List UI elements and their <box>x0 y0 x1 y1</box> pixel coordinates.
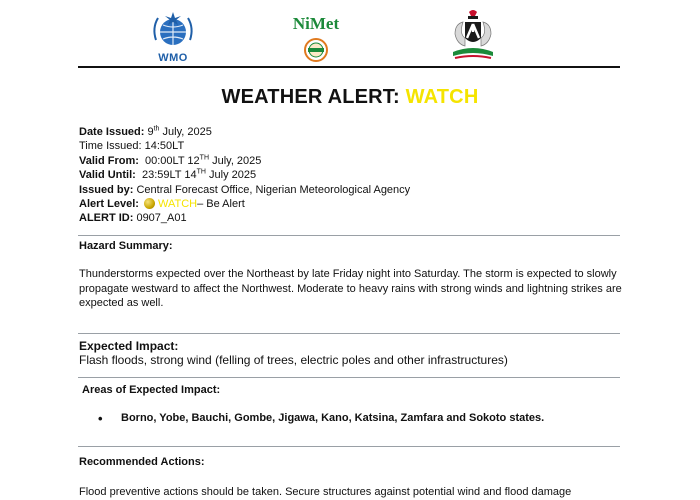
nimet-label: NiMet <box>292 14 340 33</box>
valid-until-rest: July 2025 <box>205 169 257 182</box>
header-divider <box>78 66 620 68</box>
date-issued-line <box>79 125 410 139</box>
wmo-label: WMO <box>158 52 188 64</box>
wmo-logo <box>148 10 198 66</box>
header-logos <box>0 0 700 66</box>
valid-from-line <box>79 154 410 168</box>
alert-id-line <box>79 211 410 225</box>
date-issued-rest: July, 2025 <box>159 126 212 138</box>
alert-id-label: ALERT ID: <box>79 212 134 225</box>
alert-level-line <box>79 197 410 211</box>
valid-until-label: Valid Until: <box>79 169 136 182</box>
coat-of-arms-icon <box>445 8 501 64</box>
section-divider <box>78 446 620 447</box>
areas-heading: Areas of Expected Impact: <box>82 384 221 396</box>
date-issued-suffix: th <box>153 125 160 133</box>
valid-until-line <box>79 168 410 182</box>
valid-until-time: 23:59LT 14 <box>135 169 197 182</box>
issued-by-label: Issued by: <box>79 183 134 196</box>
expected-impact-text: Flash floods, strong wind (felling of trees, electric poles and other infrastructures) <box>79 353 508 367</box>
section-divider <box>78 333 620 334</box>
issued-by-value: Central Forecast Office, Nigerian Meteorological Agency <box>133 183 411 196</box>
valid-until-suffix: TH <box>196 168 206 176</box>
hazard-summary-text: Thunderstorms expected over the Northeast by late Friday night into Saturday. The storm is expected to slowly propagate westward to affect the Northwest. Moderate to heavy rains with strong winds and lightning strikes are expected as well. <box>79 268 622 309</box>
alert-level-word: WATCH <box>157 198 198 211</box>
hazard-summary-heading: Hazard Summary: <box>79 240 173 252</box>
section-divider <box>78 235 620 236</box>
globe-icon <box>148 10 198 54</box>
valid-from-rest: July, 2025 <box>209 154 262 167</box>
time-issued-line: Time Issued: 14:50LT <box>79 140 185 153</box>
date-issued-day: 9 <box>144 126 154 138</box>
section-divider <box>78 377 620 378</box>
recommended-actions-heading: Recommended Actions: <box>79 456 205 468</box>
page-title <box>0 86 700 109</box>
title-alert-level: WATCH <box>405 86 479 108</box>
alert-level-label: Alert Level: <box>79 198 139 211</box>
issued-by-line <box>79 183 410 197</box>
area-item-text: Borno, Yobe, Bauchi, Gombe, Jigawa, Kano, Katsina, Zamfara and Sokoto states. <box>121 412 545 424</box>
nimet-seal-icon <box>286 36 346 64</box>
expected-impact-heading: Expected Impact: <box>79 339 179 353</box>
title-prefix: WEATHER ALERT: <box>221 86 406 108</box>
valid-from-label: Valid From: <box>79 154 139 167</box>
alert-info-block <box>79 125 410 226</box>
nimet-logo <box>286 12 346 64</box>
alert-level-rest: – Be Alert <box>197 198 245 211</box>
date-issued-label: Date Issued: <box>79 126 145 138</box>
list-item <box>100 412 544 424</box>
alert-level-dot-icon <box>144 198 155 209</box>
recommended-actions-text: Flood preventive actions should be taken. Secure structures against potential wind and flood damage <box>79 486 572 498</box>
alert-id-value: 0907_A01 <box>133 212 187 225</box>
nigeria-coat-of-arms <box>445 8 501 64</box>
valid-from-time: 00:00LT 12 <box>138 154 200 167</box>
valid-from-suffix: TH <box>199 154 210 162</box>
